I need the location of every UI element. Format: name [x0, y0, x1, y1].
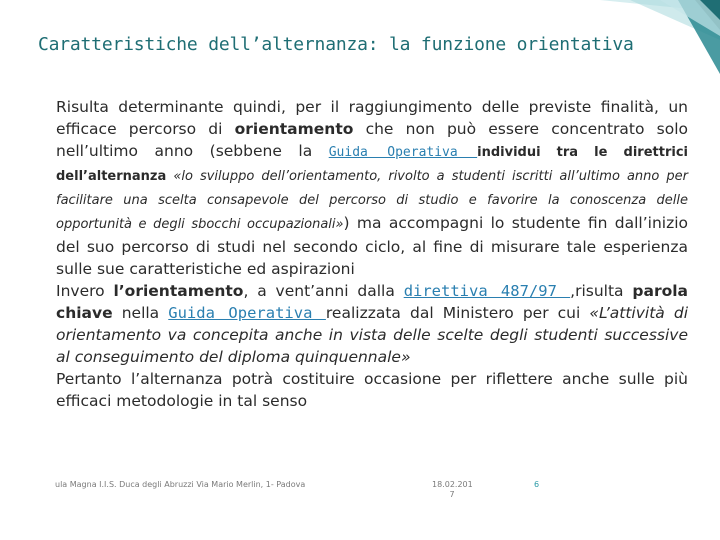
emphasis-text: individui tra le direttrici dell’alternanza: [56, 145, 688, 184]
footer-date-line1: 18.02.201: [432, 480, 473, 489]
footer-date: [432, 480, 472, 500]
body-text: realizzata dal Ministero per cui: [325, 304, 590, 322]
guida-operativa-link[interactable]: Guida Operativa: [328, 145, 478, 160]
body-text: ) ma accompagni lo studente fin dall’inizio del suo percorso di studi nel secondo ciclo, al fine di misurare tale esperienza sulle sue caratteristiche ed aspirazioni: [56, 214, 688, 278]
keyword-parola-chiave: parola chiave: [56, 282, 689, 322]
body-text: , a vent’anni dalla: [243, 282, 404, 300]
quote-text: «lo sviluppo dell’orientamento, rivolto a studenti iscritti all’ultimo anno per facilitare una scelta consapevole del percorso di studio e favorire la conoscenza delle opportunità e degli sbocchi occupazionali»: [56, 169, 688, 232]
page-number: 6: [534, 480, 540, 489]
keyword-orientamento: orientamento: [234, 120, 354, 138]
guida-operativa-link[interactable]: Guida Operativa: [168, 304, 326, 322]
body-text: Pertanto l’alternanza potrà costituire occasione per riflettere anche sulle più efficaci metodologie in tal senso: [56, 370, 688, 410]
keyword-orientamento: l’orientamento: [113, 282, 244, 300]
body-text: nella: [112, 304, 169, 322]
footer-location: ula Magna I.I.S. Duca degli Abruzzi Via Mario Merlin, 1- Padova: [55, 480, 306, 489]
body-text: Invero: [56, 282, 114, 300]
slide-body: [56, 96, 688, 412]
body-text: che non può essere concentrato solo nell’ultimo anno (sebbene la: [56, 120, 688, 160]
quote-text: «L’attività di orientamento va concepita anche in vista delle scelte degli studenti successive al conseguimento del diploma quinquennale»: [56, 304, 688, 366]
footer-date-line2: 7: [449, 490, 455, 499]
body-text: Risulta determinante quindi, per il raggiungimento delle previste finalità, un efficace percorso di: [56, 98, 688, 138]
direttiva-link[interactable]: direttiva 487/97: [403, 282, 571, 300]
body-text: ,risulta: [570, 282, 633, 300]
slide-title: Caratteristiche dell’alternanza: la funzione orientativa: [38, 34, 634, 55]
